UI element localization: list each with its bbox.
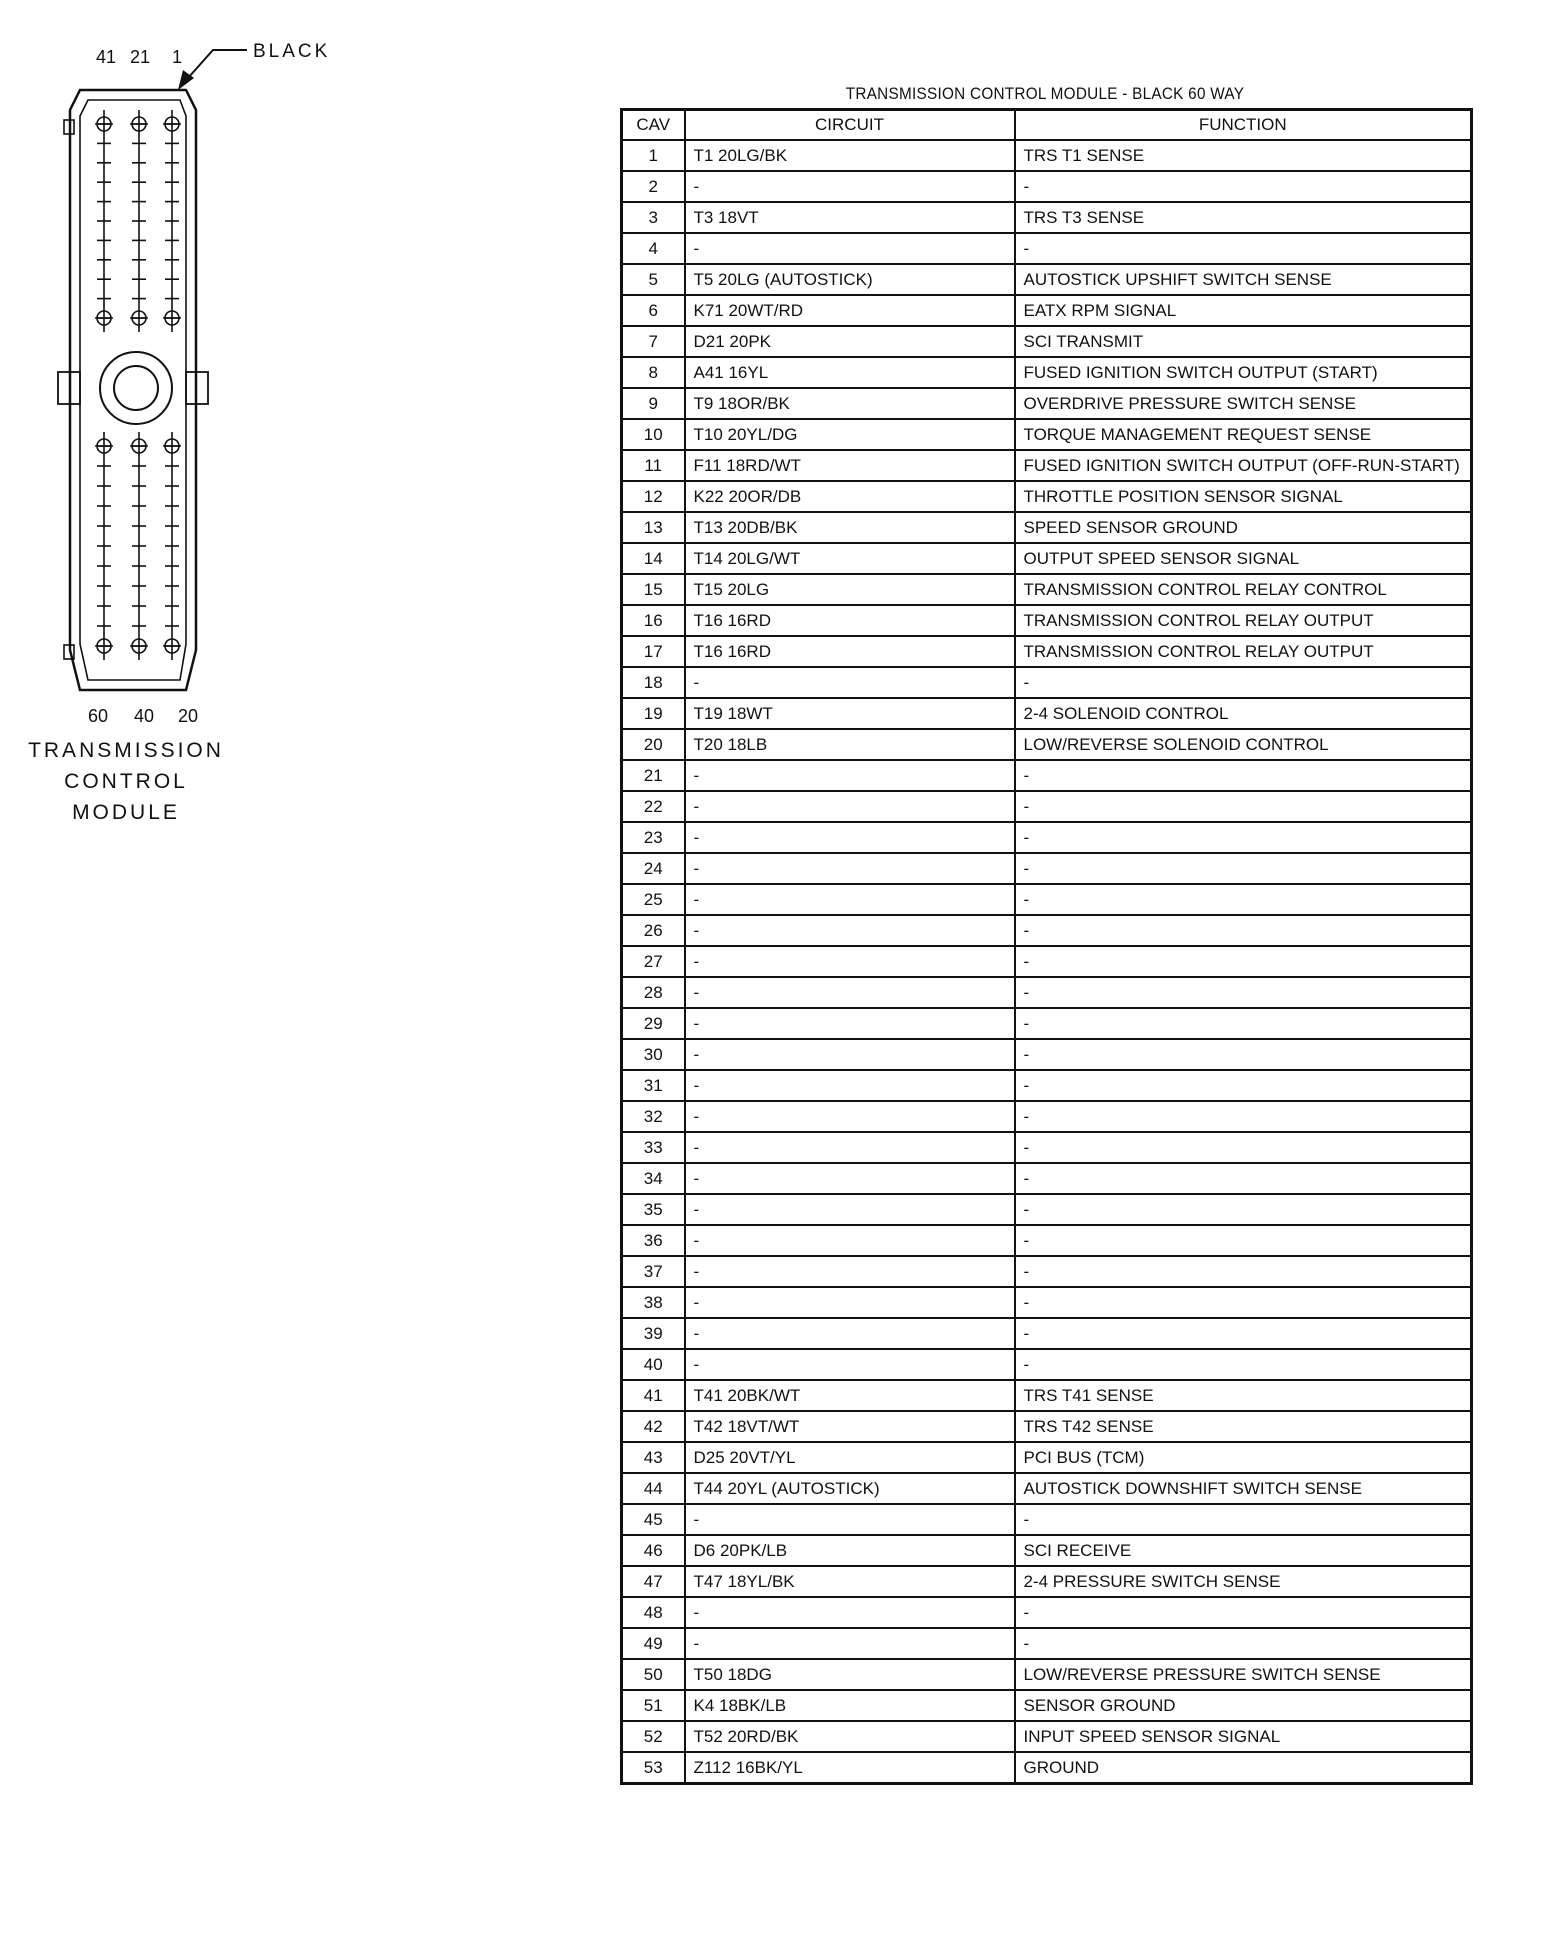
function-cell: - bbox=[1015, 667, 1472, 698]
function-cell: - bbox=[1015, 1349, 1472, 1380]
connector-body-inner bbox=[80, 100, 186, 680]
table-row bbox=[622, 171, 1472, 202]
cav-cell: 39 bbox=[622, 1318, 685, 1349]
module-caption-line: MODULE bbox=[72, 801, 180, 824]
table-row bbox=[622, 977, 1472, 1008]
circuit-cell: - bbox=[685, 822, 1015, 853]
cav-cell: 31 bbox=[622, 1070, 685, 1101]
cav-cell: 14 bbox=[622, 543, 685, 574]
header-cav: CAV bbox=[622, 110, 685, 141]
circuit-cell: - bbox=[685, 1318, 1015, 1349]
circuit-cell: - bbox=[685, 1039, 1015, 1070]
function-cell: LOW/REVERSE SOLENOID CONTROL bbox=[1015, 729, 1472, 760]
function-cell: - bbox=[1015, 1225, 1472, 1256]
cav-cell: 30 bbox=[622, 1039, 685, 1070]
cav-cell: 43 bbox=[622, 1442, 685, 1473]
circuit-cell: - bbox=[685, 915, 1015, 946]
top-pin-label: 1 bbox=[172, 47, 183, 67]
function-cell: - bbox=[1015, 977, 1472, 1008]
function-cell: TRANSMISSION CONTROL RELAY OUTPUT bbox=[1015, 605, 1472, 636]
table-row bbox=[622, 450, 1472, 481]
cav-cell: 32 bbox=[622, 1101, 685, 1132]
circuit-cell: F11 18RD/WT bbox=[685, 450, 1015, 481]
header-circuit: CIRCUIT bbox=[685, 110, 1015, 141]
header-function: FUNCTION bbox=[1015, 110, 1472, 141]
circuit-cell: T16 16RD bbox=[685, 636, 1015, 667]
function-cell: - bbox=[1015, 1628, 1472, 1659]
circuit-cell: T9 18OR/BK bbox=[685, 388, 1015, 419]
cav-cell: 52 bbox=[622, 1721, 685, 1752]
function-cell: TRANSMISSION CONTROL RELAY OUTPUT bbox=[1015, 636, 1472, 667]
cav-cell: 51 bbox=[622, 1690, 685, 1721]
function-cell: - bbox=[1015, 915, 1472, 946]
cav-cell: 19 bbox=[622, 698, 685, 729]
table-row bbox=[622, 729, 1472, 760]
circuit-cell: - bbox=[685, 233, 1015, 264]
function-cell: 2-4 PRESSURE SWITCH SENSE bbox=[1015, 1566, 1472, 1597]
cav-cell: 40 bbox=[622, 1349, 685, 1380]
circuit-cell: - bbox=[685, 1101, 1015, 1132]
pin-columns bbox=[95, 110, 181, 660]
function-cell: 2-4 SOLENOID CONTROL bbox=[1015, 698, 1472, 729]
function-cell: - bbox=[1015, 233, 1472, 264]
table-row bbox=[622, 1070, 1472, 1101]
circuit-cell: - bbox=[685, 1256, 1015, 1287]
table-row bbox=[622, 202, 1472, 233]
center-bolt-outer bbox=[100, 352, 172, 424]
circuit-cell: T47 18YL/BK bbox=[685, 1566, 1015, 1597]
table-row bbox=[622, 419, 1472, 450]
function-cell: THROTTLE POSITION SENSOR SIGNAL bbox=[1015, 481, 1472, 512]
table-row bbox=[622, 1597, 1472, 1628]
table-row bbox=[622, 1225, 1472, 1256]
table-row bbox=[622, 1287, 1472, 1318]
circuit-cell: K4 18BK/LB bbox=[685, 1690, 1015, 1721]
table-row bbox=[622, 1039, 1472, 1070]
table-row bbox=[622, 698, 1472, 729]
table-row bbox=[622, 946, 1472, 977]
function-cell: OUTPUT SPEED SENSOR SIGNAL bbox=[1015, 543, 1472, 574]
function-cell: FUSED IGNITION SWITCH OUTPUT (OFF-RUN-START) bbox=[1015, 450, 1472, 481]
table-row bbox=[622, 1566, 1472, 1597]
function-cell: TRS T41 SENSE bbox=[1015, 1380, 1472, 1411]
circuit-cell: K22 20OR/DB bbox=[685, 481, 1015, 512]
circuit-cell: T13 20DB/BK bbox=[685, 512, 1015, 543]
circuit-cell: D6 20PK/LB bbox=[685, 1535, 1015, 1566]
function-cell: - bbox=[1015, 1008, 1472, 1039]
function-cell: - bbox=[1015, 1504, 1472, 1535]
table-header-row bbox=[622, 110, 1472, 141]
bottom-pin-label: 60 bbox=[88, 706, 109, 726]
function-cell: EATX RPM SIGNAL bbox=[1015, 295, 1472, 326]
cav-cell: 22 bbox=[622, 791, 685, 822]
table-row bbox=[622, 1380, 1472, 1411]
table-row bbox=[622, 791, 1472, 822]
function-cell: SPEED SENSOR GROUND bbox=[1015, 512, 1472, 543]
cav-cell: 47 bbox=[622, 1566, 685, 1597]
circuit-cell: - bbox=[685, 1628, 1015, 1659]
cav-cell: 36 bbox=[622, 1225, 685, 1256]
table-row bbox=[622, 326, 1472, 357]
function-cell: - bbox=[1015, 946, 1472, 977]
circuit-cell: - bbox=[685, 1163, 1015, 1194]
color-callout: BLACK bbox=[253, 41, 331, 62]
cav-cell: 3 bbox=[622, 202, 685, 233]
circuit-cell: - bbox=[685, 1349, 1015, 1380]
cav-cell: 12 bbox=[622, 481, 685, 512]
table-row bbox=[622, 760, 1472, 791]
cav-cell: 38 bbox=[622, 1287, 685, 1318]
table-row bbox=[622, 1349, 1472, 1380]
cav-cell: 34 bbox=[622, 1163, 685, 1194]
table-row bbox=[622, 481, 1472, 512]
circuit-cell: T5 20LG (AUTOSTICK) bbox=[685, 264, 1015, 295]
cav-cell: 11 bbox=[622, 450, 685, 481]
cav-cell: 26 bbox=[622, 915, 685, 946]
cav-cell: 44 bbox=[622, 1473, 685, 1504]
cav-cell: 16 bbox=[622, 605, 685, 636]
cav-cell: 53 bbox=[622, 1752, 685, 1784]
cav-cell: 2 bbox=[622, 171, 685, 202]
table-row bbox=[622, 1411, 1472, 1442]
function-cell: SCI TRANSMIT bbox=[1015, 326, 1472, 357]
circuit-cell: T19 18WT bbox=[685, 698, 1015, 729]
table-row bbox=[622, 1163, 1472, 1194]
table-row bbox=[622, 295, 1472, 326]
function-cell: PCI BUS (TCM) bbox=[1015, 1442, 1472, 1473]
function-cell: - bbox=[1015, 1318, 1472, 1349]
cav-cell: 15 bbox=[622, 574, 685, 605]
function-cell: - bbox=[1015, 1194, 1472, 1225]
table-row bbox=[622, 1690, 1472, 1721]
cav-cell: 5 bbox=[622, 264, 685, 295]
table-row bbox=[622, 1752, 1472, 1784]
cav-cell: 23 bbox=[622, 822, 685, 853]
cav-cell: 7 bbox=[622, 326, 685, 357]
table-row bbox=[622, 1659, 1472, 1690]
cav-cell: 37 bbox=[622, 1256, 685, 1287]
circuit-cell: T16 16RD bbox=[685, 605, 1015, 636]
circuit-cell: A41 16YL bbox=[685, 357, 1015, 388]
table-row bbox=[622, 512, 1472, 543]
circuit-cell: D25 20VT/YL bbox=[685, 1442, 1015, 1473]
function-cell: OVERDRIVE PRESSURE SWITCH SENSE bbox=[1015, 388, 1472, 419]
function-cell: TRS T42 SENSE bbox=[1015, 1411, 1472, 1442]
circuit-cell: - bbox=[685, 760, 1015, 791]
table-row bbox=[622, 1504, 1472, 1535]
circuit-cell: - bbox=[685, 1194, 1015, 1225]
circuit-cell: T42 18VT/WT bbox=[685, 1411, 1015, 1442]
circuit-cell: - bbox=[685, 1132, 1015, 1163]
cav-cell: 45 bbox=[622, 1504, 685, 1535]
circuit-cell: D21 20PK bbox=[685, 326, 1015, 357]
circuit-cell: T52 20RD/BK bbox=[685, 1721, 1015, 1752]
circuit-cell: - bbox=[685, 791, 1015, 822]
cav-cell: 28 bbox=[622, 977, 685, 1008]
table-row bbox=[622, 140, 1472, 171]
function-cell: SCI RECEIVE bbox=[1015, 1535, 1472, 1566]
function-cell: - bbox=[1015, 853, 1472, 884]
function-cell: - bbox=[1015, 1132, 1472, 1163]
bottom-pin-label: 40 bbox=[134, 706, 155, 726]
circuit-cell: - bbox=[685, 667, 1015, 698]
center-bolt-inner bbox=[114, 366, 158, 410]
cav-cell: 8 bbox=[622, 357, 685, 388]
cav-cell: 42 bbox=[622, 1411, 685, 1442]
function-cell: - bbox=[1015, 1256, 1472, 1287]
function-cell: TORQUE MANAGEMENT REQUEST SENSE bbox=[1015, 419, 1472, 450]
table-row bbox=[622, 915, 1472, 946]
function-cell: FUSED IGNITION SWITCH OUTPUT (START) bbox=[1015, 357, 1472, 388]
function-cell: - bbox=[1015, 1070, 1472, 1101]
table-row bbox=[622, 1473, 1472, 1504]
function-cell: - bbox=[1015, 884, 1472, 915]
circuit-cell: T10 20YL/DG bbox=[685, 419, 1015, 450]
function-cell: - bbox=[1015, 1597, 1472, 1628]
circuit-cell: T14 20LG/WT bbox=[685, 543, 1015, 574]
table-row bbox=[622, 543, 1472, 574]
table-row bbox=[622, 605, 1472, 636]
table-row bbox=[622, 853, 1472, 884]
table-row bbox=[622, 1132, 1472, 1163]
circuit-cell: - bbox=[685, 1225, 1015, 1256]
cav-cell: 9 bbox=[622, 388, 685, 419]
table-row bbox=[622, 388, 1472, 419]
function-cell: SENSOR GROUND bbox=[1015, 1690, 1472, 1721]
table-row bbox=[622, 1721, 1472, 1752]
bottom-pin-label: 20 bbox=[178, 706, 199, 726]
circuit-cell: T44 20YL (AUTOSTICK) bbox=[685, 1473, 1015, 1504]
module-caption-line: CONTROL bbox=[64, 770, 188, 793]
function-cell: AUTOSTICK DOWNSHIFT SWITCH SENSE bbox=[1015, 1473, 1472, 1504]
function-cell: - bbox=[1015, 822, 1472, 853]
table-row bbox=[622, 1442, 1472, 1473]
cav-cell: 17 bbox=[622, 636, 685, 667]
function-cell: AUTOSTICK UPSHIFT SWITCH SENSE bbox=[1015, 264, 1472, 295]
circuit-cell: - bbox=[685, 1597, 1015, 1628]
cav-cell: 33 bbox=[622, 1132, 685, 1163]
function-cell: - bbox=[1015, 1039, 1472, 1070]
circuit-cell: K71 20WT/RD bbox=[685, 295, 1015, 326]
circuit-cell: T1 20LG/BK bbox=[685, 140, 1015, 171]
callout-leader-line bbox=[188, 50, 247, 78]
circuit-cell: T15 20LG bbox=[685, 574, 1015, 605]
function-cell: TRS T3 SENSE bbox=[1015, 202, 1472, 233]
module-caption-line: TRANSMISSION bbox=[28, 739, 224, 762]
cav-cell: 20 bbox=[622, 729, 685, 760]
table-row bbox=[622, 1194, 1472, 1225]
circuit-cell: T3 18VT bbox=[685, 202, 1015, 233]
circuit-cell: T50 18DG bbox=[685, 1659, 1015, 1690]
table-body bbox=[622, 140, 1472, 1784]
cav-cell: 13 bbox=[622, 512, 685, 543]
table-row bbox=[622, 574, 1472, 605]
circuit-cell: - bbox=[685, 977, 1015, 1008]
table-row bbox=[622, 1256, 1472, 1287]
table-row bbox=[622, 667, 1472, 698]
table-row bbox=[622, 357, 1472, 388]
cav-cell: 41 bbox=[622, 1380, 685, 1411]
cav-cell: 6 bbox=[622, 295, 685, 326]
circuit-cell: - bbox=[685, 1504, 1015, 1535]
table-title: TRANSMISSION CONTROL MODULE - BLACK 60 WAY bbox=[845, 84, 1245, 103]
table-row bbox=[622, 822, 1472, 853]
connector-body-outer bbox=[70, 90, 196, 690]
circuit-cell: - bbox=[685, 171, 1015, 202]
function-cell: TRANSMISSION CONTROL RELAY CONTROL bbox=[1015, 574, 1472, 605]
cav-cell: 25 bbox=[622, 884, 685, 915]
table-row bbox=[622, 884, 1472, 915]
circuit-cell: - bbox=[685, 853, 1015, 884]
cav-cell: 10 bbox=[622, 419, 685, 450]
circuit-cell: - bbox=[685, 884, 1015, 915]
function-cell: LOW/REVERSE PRESSURE SWITCH SENSE bbox=[1015, 1659, 1472, 1690]
circuit-cell: T20 18LB bbox=[685, 729, 1015, 760]
function-cell: - bbox=[1015, 1287, 1472, 1318]
top-pin-label: 21 bbox=[130, 47, 151, 67]
cav-cell: 24 bbox=[622, 853, 685, 884]
table-row bbox=[622, 1318, 1472, 1349]
table-row bbox=[622, 1535, 1472, 1566]
table-row bbox=[622, 1628, 1472, 1659]
table-row bbox=[622, 1101, 1472, 1132]
circuit-cell: - bbox=[685, 1287, 1015, 1318]
top-pin-label: 41 bbox=[96, 47, 117, 67]
table-row bbox=[622, 264, 1472, 295]
table-row bbox=[622, 233, 1472, 264]
function-cell: - bbox=[1015, 1101, 1472, 1132]
table-row bbox=[622, 636, 1472, 667]
function-cell: - bbox=[1015, 760, 1472, 791]
circuit-cell: - bbox=[685, 1070, 1015, 1101]
cav-cell: 46 bbox=[622, 1535, 685, 1566]
cav-cell: 18 bbox=[622, 667, 685, 698]
circuit-cell: T41 20BK/WT bbox=[685, 1380, 1015, 1411]
cav-cell: 49 bbox=[622, 1628, 685, 1659]
function-cell: INPUT SPEED SENSOR SIGNAL bbox=[1015, 1721, 1472, 1752]
cav-cell: 29 bbox=[622, 1008, 685, 1039]
circuit-cell: - bbox=[685, 946, 1015, 977]
pinout-table bbox=[620, 108, 1473, 1785]
cav-cell: 21 bbox=[622, 760, 685, 791]
cav-cell: 1 bbox=[622, 140, 685, 171]
function-cell: - bbox=[1015, 1163, 1472, 1194]
cav-cell: 48 bbox=[622, 1597, 685, 1628]
function-cell: - bbox=[1015, 171, 1472, 202]
function-cell: - bbox=[1015, 791, 1472, 822]
connector-diagram bbox=[0, 0, 420, 900]
table-row bbox=[622, 1008, 1472, 1039]
circuit-cell: Z112 16BK/YL bbox=[685, 1752, 1015, 1784]
cav-cell: 27 bbox=[622, 946, 685, 977]
cav-cell: 50 bbox=[622, 1659, 685, 1690]
circuit-cell: - bbox=[685, 1008, 1015, 1039]
function-cell: GROUND bbox=[1015, 1752, 1472, 1784]
cav-cell: 35 bbox=[622, 1194, 685, 1225]
cav-cell: 4 bbox=[622, 233, 685, 264]
function-cell: TRS T1 SENSE bbox=[1015, 140, 1472, 171]
